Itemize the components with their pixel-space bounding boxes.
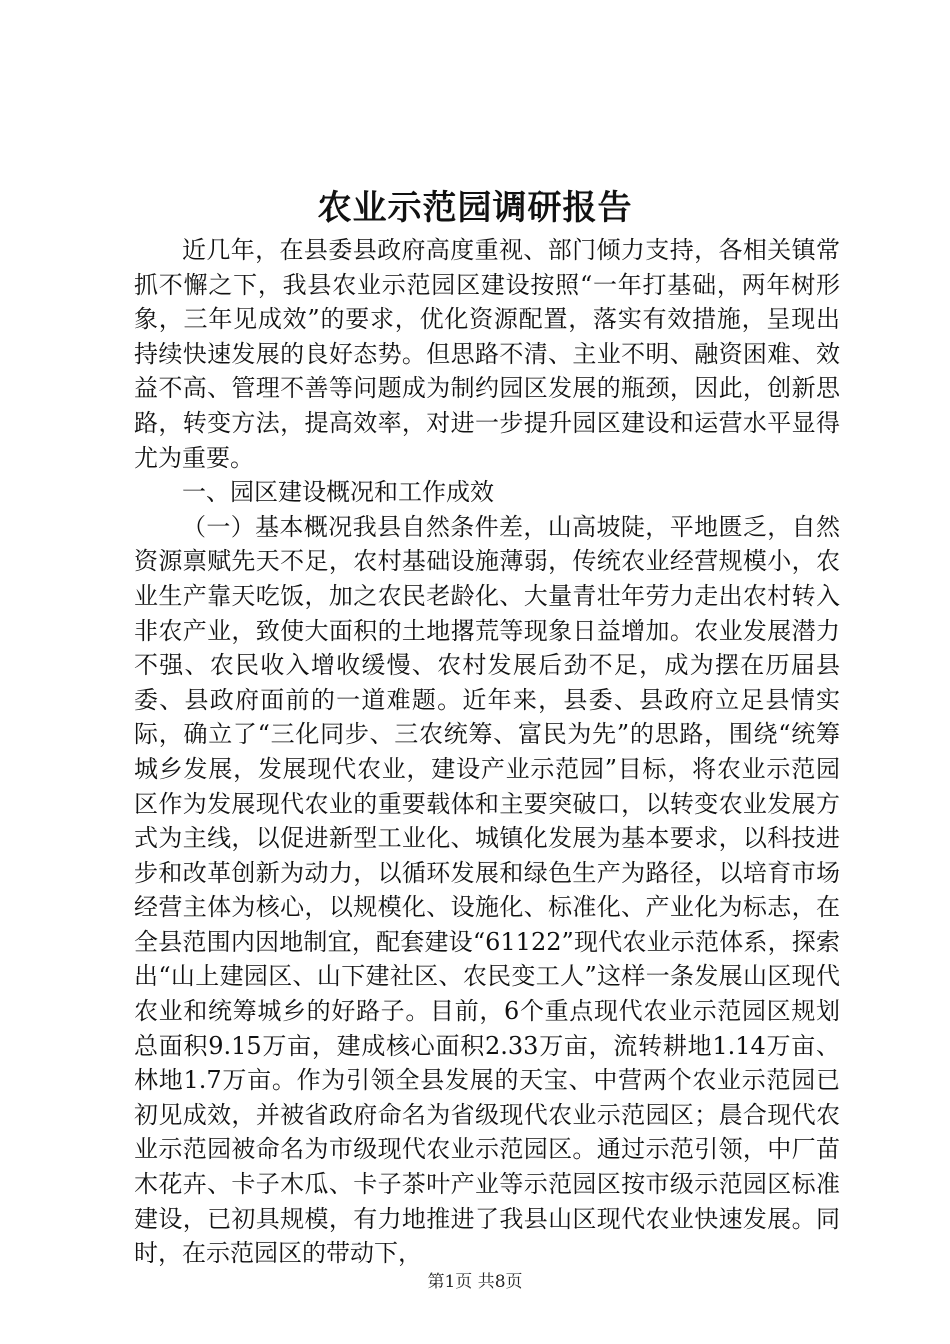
overview-paragraph: （一）基本概况我县自然条件差，山高坡陡，平地匮乏，自然资源禀赋先天不足，农村基础设施薄弱，传统农业经营规模小，农业生产靠天吃饭，加之农民老龄化、大量青壮年劳力走出农村转入非农产业，致使大面积的土地撂荒等现象日益增加。农业发展潜力不强、农民收入增收缓慢、农村发展后劲不足，成为摆在历届县委、县政府面前的一道难题。近年来，县委、县政府立足县情实际，确立了“三化同步、三农统筹、富民为先”的思路，围绕“统筹城乡发展，发展现代农业，建设产业示范园”目标，将农业示范园区作为发展现代农业的重要载体和主要突破口，以转变农业发展方式为主线，以促进新型工业化、城镇化发展为基本要求，以科技进步和改革创新为动力，以循环发展和绿色生产为路径，以培育市场经营主体为核心，以规模化、设施化、标准化、产业化为标志，在全县范围内因地制宜，配套建设“61122”现代农业示范体系，探索出“山上建园区、山下建社区、农民变工人”这样一条发展山区现代农业和统筹城乡的好路子。目前，6个重点现代农业示范园区规划总面积9.15万亩，建成核心面积2.33万亩，流转耕地1.14万亩、林地1.7万亩。作为引领全县发展的天宝、中营两个农业示范园已初见成效，并被省政府命名为省级现代农业示范园区；晨合现代农业示范园被命名为市级现代农业示范园区。通过示范引领，中厂苗木花卉、卡子木瓜、卡子茶叶产业等示范园区按市级示范园区标准建设，已初具规模，有力地推进了我县山区现代农业快速发展。同时，在示范园区的带动下， xyxy=(134,512,840,1268)
document-title: 农业示范园调研报告 xyxy=(317,188,633,228)
intro-paragraph: 近几年，在县委县政府高度重视、部门倾力支持，各相关镇常抓不懈之下，我县农业示范园区建设按照“一年打基础，两年树形象，三年见成效”的要求，优化资源配置，落实有效措施，呈现出持续快速发展的良好态势。但思路不清、主业不明、融资困难、效益不高、管理不善等问题成为制约园区发展的瓶颈，因此，创新思路，转变方法，提高效率，对进一步提升园区建设和运营水平显得尤为重要。 xyxy=(134,236,840,472)
page-number: 第1页 共8页 xyxy=(427,1272,523,1292)
document-body xyxy=(134,233,840,1271)
section-heading: 一、园区建设概况和工作成效 xyxy=(182,478,494,507)
